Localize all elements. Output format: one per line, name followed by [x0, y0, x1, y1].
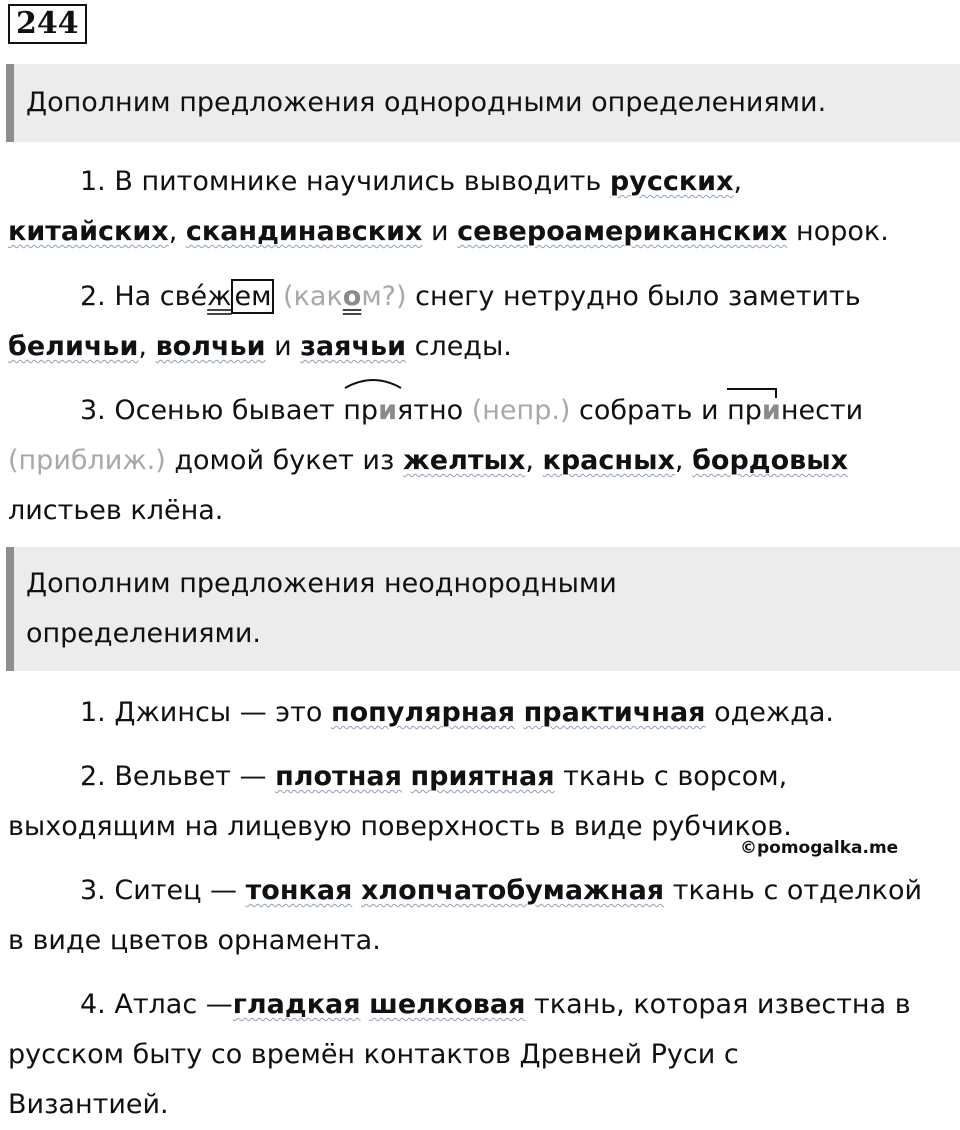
s1-sentence-2: 2. На свеж ем (каком?) снегу нетрудно было заметить беличьи, волчьи и заячьи следы. — [8, 281, 861, 362]
s1-sentence-1: 1. В питомнике научились выводить русских, китайских, скандинавских и североамериканских норок. — [8, 166, 889, 247]
adj-north-american: североамериканских — [457, 216, 788, 247]
word-ending-box: ем — [231, 279, 274, 314]
s2-sentence-3: 3. Ситец — тонкая хлопчатобумажная ткань с отделкой в виде цветов орнамента. — [8, 875, 923, 956]
adj-hare: заячьи — [300, 331, 407, 362]
s2-sentence-2: 2. Вельвет — плотная приятная ткань с ворсом, выходящим на лицевую поверхность в виде рубчиков. — [8, 761, 792, 842]
adj-burgundy: бордовых — [692, 445, 849, 476]
adj-russian: русских — [609, 166, 734, 197]
letter-zh: ж — [207, 281, 232, 312]
adj-red: красных — [542, 445, 675, 476]
adj-yellow: желтых — [402, 445, 526, 476]
section1-heading: Дополним предложения однородными определениями. — [6, 64, 960, 142]
s1-sentence-3: 3. Осенью бывает приятно (непр.) собрать и принести (приближ.) домой букет из желтых, красных, бордовых листьев клёна. — [8, 386, 958, 536]
adj-wolf: волчьи — [155, 331, 266, 362]
prefix-bracket-2: при — [727, 386, 781, 436]
adj-chinese: китайских — [8, 216, 169, 247]
s2-sentence-1: 1. Джинсы — это популярная практичная одежда. — [80, 697, 835, 728]
exercise-number: 244 — [8, 4, 87, 44]
prefix-arc-1: при — [343, 386, 397, 436]
adj-scandinavian: скандинавских — [185, 216, 423, 247]
adj-squirrel: беличьи — [8, 331, 139, 362]
watermark: ©pomogalka.me — [740, 838, 899, 858]
s2-sentence-4: 4. Атлас —гладкая шелковая ткань, которая известна в русском быту со времён контактов Древней Руси с Византией. — [8, 989, 911, 1120]
prefix-arc-icon — [343, 376, 403, 390]
section2-heading: Дополним предложения неоднородными определениями. — [6, 547, 960, 671]
